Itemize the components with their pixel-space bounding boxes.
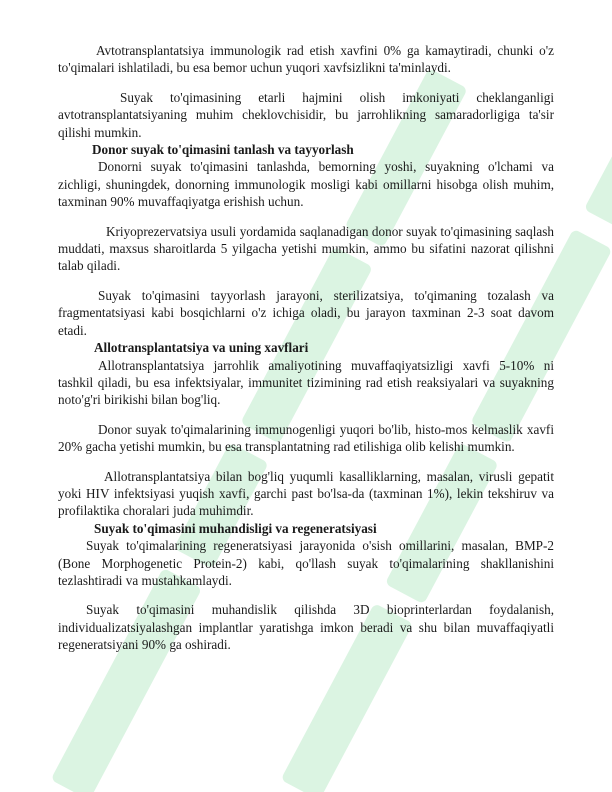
document-body (58, 42, 554, 654)
paragraph-9: Suyak to'qimalarining regeneratsiyasi jarayonida o'sish omillarini, masalan, BMP-2 (Bone Morphogenetic Protein-2) kabi, qo'llash suyak to'qimalarining shakllanishini tezlashtiradi va mustahkamlaydi. (58, 538, 554, 588)
paragraph-8: Allotransplantatsiya bilan bog'liq yuqumli kasalliklarning, masalan, virusli gepatit yoki HIV infektsiyasi yuqish xavfi, garchi past bo'lsa-da (taxminan 1%), lekin tekshiruv va profilaktika choralari juda muhimdir. (58, 468, 554, 519)
paragraph-2: Suyak to'qimasining etarli hajmini olish imkoniyati cheklanganligi avtotransplantatsiyaning muhim cheklovchisidir, bu jarrohlikning samaradorligiga ta'sir qilishi mumkin. (58, 89, 554, 140)
paragraph-10: Suyak to'qimasini muhandislik qilishda 3D bioprinterlardan foydalanish, individualizatsiyalashgan implantlar yaratishga imkon beradi va shu bilan muvaffaqiyatli regeneratsiyani 90% ga oshiradi. (58, 602, 554, 653)
paragraph-4: Kriyoprezervatsiya usuli yordamida saqlanadigan donor suyak to'qimasining saqlash muddati, maxsus sharoitlarda 5 yilgacha yetishi mumkin, ammo bu sifatini nazorat qilishni talab qiladi. (58, 223, 554, 274)
section-heading-engineering: Suyak to'qimasini muhandisligi va regeneratsiyasi (94, 520, 377, 536)
section-heading-donor: Donor suyak to'qimasini tanlash va tayyorlash (92, 142, 354, 158)
paragraph-6: Allotransplantatsiya jarrohlik amaliyotining muvaffaqiyatsizligi xavfi 5-10% ni tashkil qiladi, bu esa infektsiyalar, immunitet tizimining rad etish reaksiyalari va suyakning noto'g'ri birikishi bilan bog'liq. (58, 357, 554, 408)
section-heading-allotransplantation: Allotransplantatsiya va uning xavflari (94, 340, 309, 356)
paragraph-1: Avtotransplantatsiya immunologik rad etish xavfini 0% ga kamaytiradi, chunki o'z to'qimalari ishlatiladi, bu esa bemor uchun yuqori xavfsizlikni ta'minlaydi. (58, 43, 554, 76)
paragraph-7: Donor suyak to'qimalarining immunogenligi yuqori bo'lib, histo-mos kelmaslik xavfi 20% gacha yetishi mumkin, bu esa transplantatning rad etilishiga olib kelishi mumkin. (58, 421, 554, 455)
paragraph-3: Donorni suyak to'qimasini tanlashda, bemorning yoshi, suyakning o'lchami va zichligi, shuningdek, donorning immunologik mosligi kabi omillarni hisobga olish muhim, taxminan 90% muvaffaqiyatga erishish uchun. (58, 159, 554, 210)
paragraph-5: Suyak to'qimasini tayyorlash jarayoni, sterilizatsiya, to'qimaning tozalash va fragmentatsiyasi kabi bosqichlarni o'z ichiga oladi, bu jarayon taxminan 2-3 soat davom etadi. (58, 287, 554, 338)
